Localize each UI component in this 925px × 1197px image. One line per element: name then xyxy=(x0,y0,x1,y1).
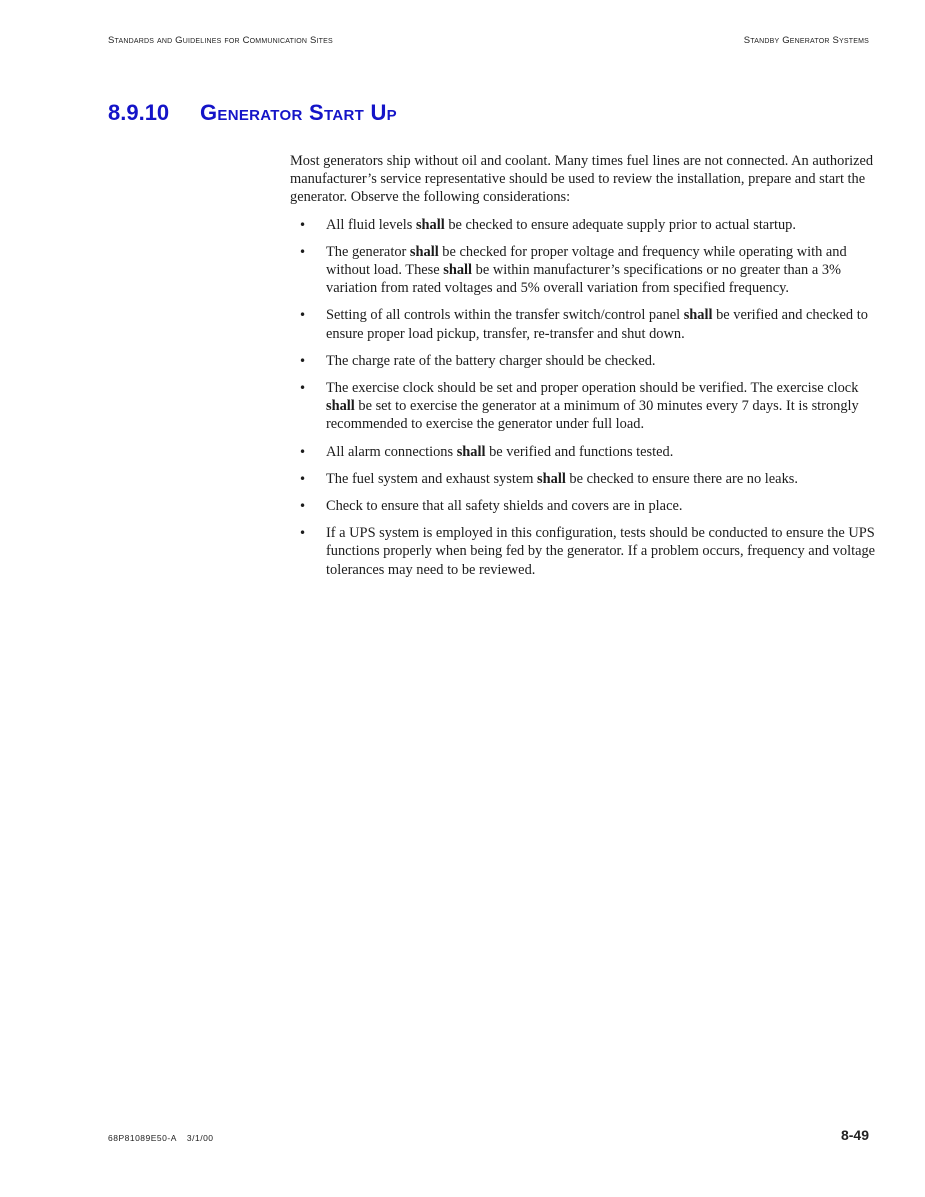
bullet-icon: • xyxy=(299,353,307,368)
list-item-text: be verified and checked to ensure proper load pickup, transfer, re-transfer and shut down. xyxy=(326,307,868,342)
list-item xyxy=(290,497,880,515)
list-item-text: be checked to ensure adequate supply prior to actual startup. xyxy=(444,216,796,233)
page-number: 8-49 xyxy=(840,1127,869,1143)
section-number: 8.9.10 xyxy=(108,100,170,125)
footer-doc-info xyxy=(108,1133,214,1143)
section-body xyxy=(290,152,880,588)
list-item-emphasis: shall xyxy=(326,398,355,415)
list-item-text: be within manufacturer’s specifications or no greater than a 3% variation from rated voltages and 5% overall variation from specified frequency. xyxy=(326,262,842,297)
list-item xyxy=(290,443,880,461)
list-item-text: be set to exercise the generator at a minimum of 30 minutes every 7 days. It is strongly recommended to exercise the generator under full load. xyxy=(326,398,859,433)
intro-paragraph: Most generators ship without oil and coolant. Many times fuel lines are not connected. An authorized manufacturer’s service representative should be used to review the installation, prepare and start the generator. Observe the following considerations: xyxy=(290,153,874,206)
list-item xyxy=(290,470,880,488)
list-item-text: The generator xyxy=(326,243,410,260)
list-item-text: If a UPS system is employed in this configuration, tests should be conducted to ensure the UPS functions properly when being fed by the generator. If a problem occurs, frequency and voltage tolerances may need to be reviewed. xyxy=(326,525,876,578)
bullet-icon: • xyxy=(299,381,307,396)
list-item xyxy=(290,379,880,434)
running-header-right: Standby Generator Systems xyxy=(743,35,869,46)
list-item-text: be checked to ensure there are no leaks. xyxy=(565,470,798,487)
list-item-emphasis: shall xyxy=(415,216,445,233)
bullet-icon: • xyxy=(299,308,307,323)
bullet-icon: • xyxy=(299,217,307,232)
list-item xyxy=(290,352,880,370)
document-number: 68P81089E50-A xyxy=(108,1133,177,1143)
list-item xyxy=(290,306,880,342)
bullet-icon: • xyxy=(299,471,307,486)
running-header-left: Standards and Guidelines for Communication Sites xyxy=(108,35,333,46)
section-title: Generator Start Up xyxy=(200,100,397,125)
bullet-icon: • xyxy=(299,499,307,514)
considerations-list xyxy=(290,216,880,579)
list-item-text: The exercise clock should be set and proper operation should be verified. The exercise clock xyxy=(326,380,859,397)
list-item xyxy=(290,524,880,579)
document-date: 3/1/00 xyxy=(186,1133,214,1143)
section-heading xyxy=(108,100,397,126)
list-item-emphasis: shall xyxy=(537,470,566,487)
list-item-text: The charge rate of the battery charger should be checked. xyxy=(326,352,656,369)
list-item-emphasis: shall xyxy=(683,307,713,324)
list-item-text: be verified and functions tested. xyxy=(485,443,674,460)
list-item-emphasis: shall xyxy=(443,262,473,279)
list-item-emphasis: shall xyxy=(456,443,486,460)
list-item-emphasis: shall xyxy=(409,243,439,260)
bullet-icon: • xyxy=(299,444,307,459)
list-item xyxy=(290,243,880,298)
list-item-text: be checked for proper voltage and frequency while operating with and without load. These xyxy=(326,243,847,279)
list-item-text: The fuel system and exhaust system xyxy=(326,470,538,487)
list-item-text: All fluid levels xyxy=(326,216,416,233)
list-item-text: Setting of all controls within the transfer switch/control panel xyxy=(326,307,684,324)
list-item xyxy=(290,216,880,234)
bullet-icon: • xyxy=(299,526,307,541)
list-item-text: All alarm connections xyxy=(326,443,457,460)
list-item-text: Check to ensure that all safety shields and covers are in place. xyxy=(326,498,683,515)
bullet-icon: • xyxy=(299,244,307,259)
